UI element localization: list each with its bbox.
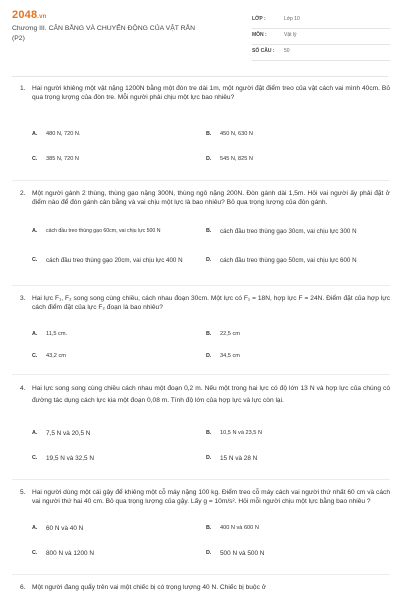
question-number: 4.	[20, 385, 26, 392]
question-item	[12, 294, 390, 330]
chapter-title	[12, 24, 242, 44]
option-text: 15 N và 28 N	[220, 455, 258, 462]
option-letter: D.	[206, 156, 212, 162]
option-a[interactable]	[32, 429, 206, 454]
option-c[interactable]	[32, 549, 206, 574]
option-c[interactable]	[32, 256, 206, 285]
option-d[interactable]	[206, 256, 380, 285]
option-text: 450 N, 630 N	[220, 131, 253, 137]
option-letter: C.	[32, 550, 38, 556]
option-d[interactable]	[206, 155, 380, 180]
question-number: 6.	[20, 584, 26, 591]
question-divider	[12, 374, 390, 375]
page-header	[0, 0, 400, 70]
option-text: 480 N, 720 N.	[46, 131, 81, 137]
option-letter: D.	[206, 455, 212, 461]
logo-suffix: .vn	[37, 14, 47, 20]
option-text: 500 N và 500 N	[220, 550, 265, 557]
question-body: Một người đang quẩy trên vai một chiếc bị có trọng lượng 40 N. Chiếc bị buộc ở	[32, 584, 267, 591]
site-logo[interactable]	[12, 9, 47, 21]
question-text	[12, 383, 390, 407]
option-text: 19,5 N và 32,5 N	[46, 455, 94, 462]
option-text: 22,5 cm	[220, 331, 240, 337]
option-letter: C.	[32, 156, 38, 162]
option-letter: A.	[32, 430, 38, 436]
meta-label: LỚP :	[252, 16, 266, 22]
meta-value: 50	[284, 48, 290, 54]
question-divider	[12, 574, 390, 575]
option-letter: D.	[206, 353, 212, 359]
header-divider	[12, 76, 388, 77]
option-letter: C.	[32, 257, 38, 263]
option-text: 7,5 N và 20,5 N	[46, 430, 91, 437]
option-letter: A.	[32, 131, 38, 137]
question-text	[12, 294, 390, 313]
option-a[interactable]	[32, 330, 206, 352]
option-letter: C.	[32, 353, 38, 359]
option-text: cách đầu treo thùng gạo 30cm, vai chịu lực 300 N	[220, 228, 357, 235]
option-a[interactable]	[32, 524, 206, 549]
option-letter: B.	[206, 430, 212, 436]
question-body: Hai người khiêng một vật nặng 1200N bằng một đòn tre dài 1m, một người đặt điểm treo của vật cách vai mình 40cm. Bỏ qua trọng lượng của đòn tre. Mỗi người phải chịu một lực bao nhiêu?	[32, 85, 390, 102]
option-letter: A.	[32, 525, 38, 531]
option-d[interactable]	[206, 454, 380, 479]
option-b[interactable]	[206, 227, 380, 256]
question-text	[12, 84, 390, 103]
question-number: 2.	[20, 190, 26, 197]
question-text	[12, 488, 390, 507]
option-text: 400 N và 600 N	[220, 525, 259, 531]
question-item	[12, 488, 390, 524]
question-options	[12, 227, 390, 285]
option-text: 34,5 cm	[220, 353, 240, 359]
option-text: cách đầu treo thùng gạo 50cm, vai chịu lực 600 N	[220, 257, 357, 264]
question-text	[12, 583, 390, 592]
option-text: 800 N và 1200 N	[46, 550, 94, 557]
question-divider	[12, 285, 390, 286]
question-item	[12, 189, 390, 227]
option-letter: C.	[32, 455, 38, 461]
meta-label: SỐ CÂU :	[252, 48, 275, 54]
meta-table	[252, 13, 390, 61]
option-letter: B.	[206, 525, 212, 531]
option-letter: B.	[206, 228, 212, 234]
chapter-title-line2: (P2)	[12, 35, 25, 42]
question-list	[0, 84, 400, 595]
option-text: 43,2 cm	[46, 353, 66, 359]
question-options	[12, 130, 390, 180]
option-b[interactable]	[206, 429, 380, 454]
meta-row-class	[252, 13, 390, 29]
question-item	[12, 583, 390, 595]
chapter-title-line1: Chương III. CÂN BẰNG VÀ CHUYỂN ĐỘNG CỦA VẬT RẮN	[12, 25, 195, 32]
question-body: Hai lực song song cùng chiều cách nhau một đoạn 0,2 m. Nếu một trong hai lực có độ lớn 13 N và hợp lực của chúng có đường tác dụng cách lực kia một đoạn 0,08 m. Tính độ lớn của hợp lực và lực còn lại.	[32, 385, 390, 404]
question-number: 1.	[20, 85, 26, 92]
question-options	[12, 429, 390, 479]
question-text	[12, 189, 390, 208]
option-c[interactable]	[32, 454, 206, 479]
option-a[interactable]	[32, 130, 206, 155]
option-letter: D.	[206, 257, 212, 263]
question-body: Hai người dùng một cái gậy để khiêng một cỗ máy nặng 100 kg. Điểm treo cỗ máy cách vai người thứ nhất 60 cm và cách vai người thứ hai 40 cm. Bỏ qua trọng lượng của gậy. Lấy g = 10m/s². Hỏi mỗi người chịu một lực bằng bao nhiêu ?	[32, 489, 390, 506]
meta-row-count	[252, 45, 390, 61]
option-c[interactable]	[32, 155, 206, 180]
option-letter: B.	[206, 131, 212, 137]
option-b[interactable]	[206, 130, 380, 155]
option-text: cách đầu treo thùng gạo 60cm, vai chịu lực 500 N	[46, 228, 161, 234]
question-body: Một người gánh 2 thùng, thùng gạo nặng 300N, thùng ngô nặng 200N. Đòn gánh dài 1,5m. Hỏi vai người ấy phải đặt ở điểm nào để đòn gánh cân bằng và vai chịu một lực là bao nhiêu? Bỏ qua trọng lượng của đòn gánh.	[32, 190, 390, 207]
question-number: 5.	[20, 489, 26, 496]
meta-value: Lớp 10	[284, 16, 300, 22]
logo-main: 2048	[12, 9, 38, 21]
meta-value: Vật lý	[284, 32, 297, 38]
option-b[interactable]	[206, 330, 380, 352]
question-item	[12, 383, 390, 429]
option-b[interactable]	[206, 524, 380, 549]
question-divider	[12, 180, 390, 181]
option-letter: B.	[206, 331, 212, 337]
question-divider	[12, 479, 390, 480]
option-letter: A.	[32, 228, 38, 234]
meta-label: MÔN :	[252, 32, 267, 38]
option-d[interactable]	[206, 352, 380, 374]
option-text: 385 N, 720 N	[46, 156, 79, 162]
option-letter: A.	[32, 331, 38, 337]
question-options	[12, 330, 390, 374]
option-text: 11,5 cm.	[46, 331, 68, 337]
option-text: cách đầu treo thùng gạo 20cm, vai chịu lực 400 N	[46, 257, 183, 264]
option-text: 60 N và 40 N	[46, 525, 84, 532]
option-d[interactable]	[206, 549, 380, 574]
option-text: 10,5 N và 23,5 N	[220, 430, 262, 436]
question-body: Hai lực F₁, F₂ song song cùng chiều, cách nhau đoạn 30cm. Một lực có F₁ = 18N, hợp lực F = 24N. Điểm đặt của hợp lực cách điểm đặt của lực F₂ đoạn là bao nhiêu?	[32, 295, 390, 312]
option-text: 545 N, 825 N	[220, 156, 253, 162]
option-a[interactable]	[32, 227, 206, 256]
question-number: 3.	[20, 295, 26, 302]
question-options	[12, 524, 390, 574]
meta-row-subject	[252, 29, 390, 45]
question-item	[12, 84, 390, 130]
option-c[interactable]	[32, 352, 206, 374]
option-letter: D.	[206, 550, 212, 556]
